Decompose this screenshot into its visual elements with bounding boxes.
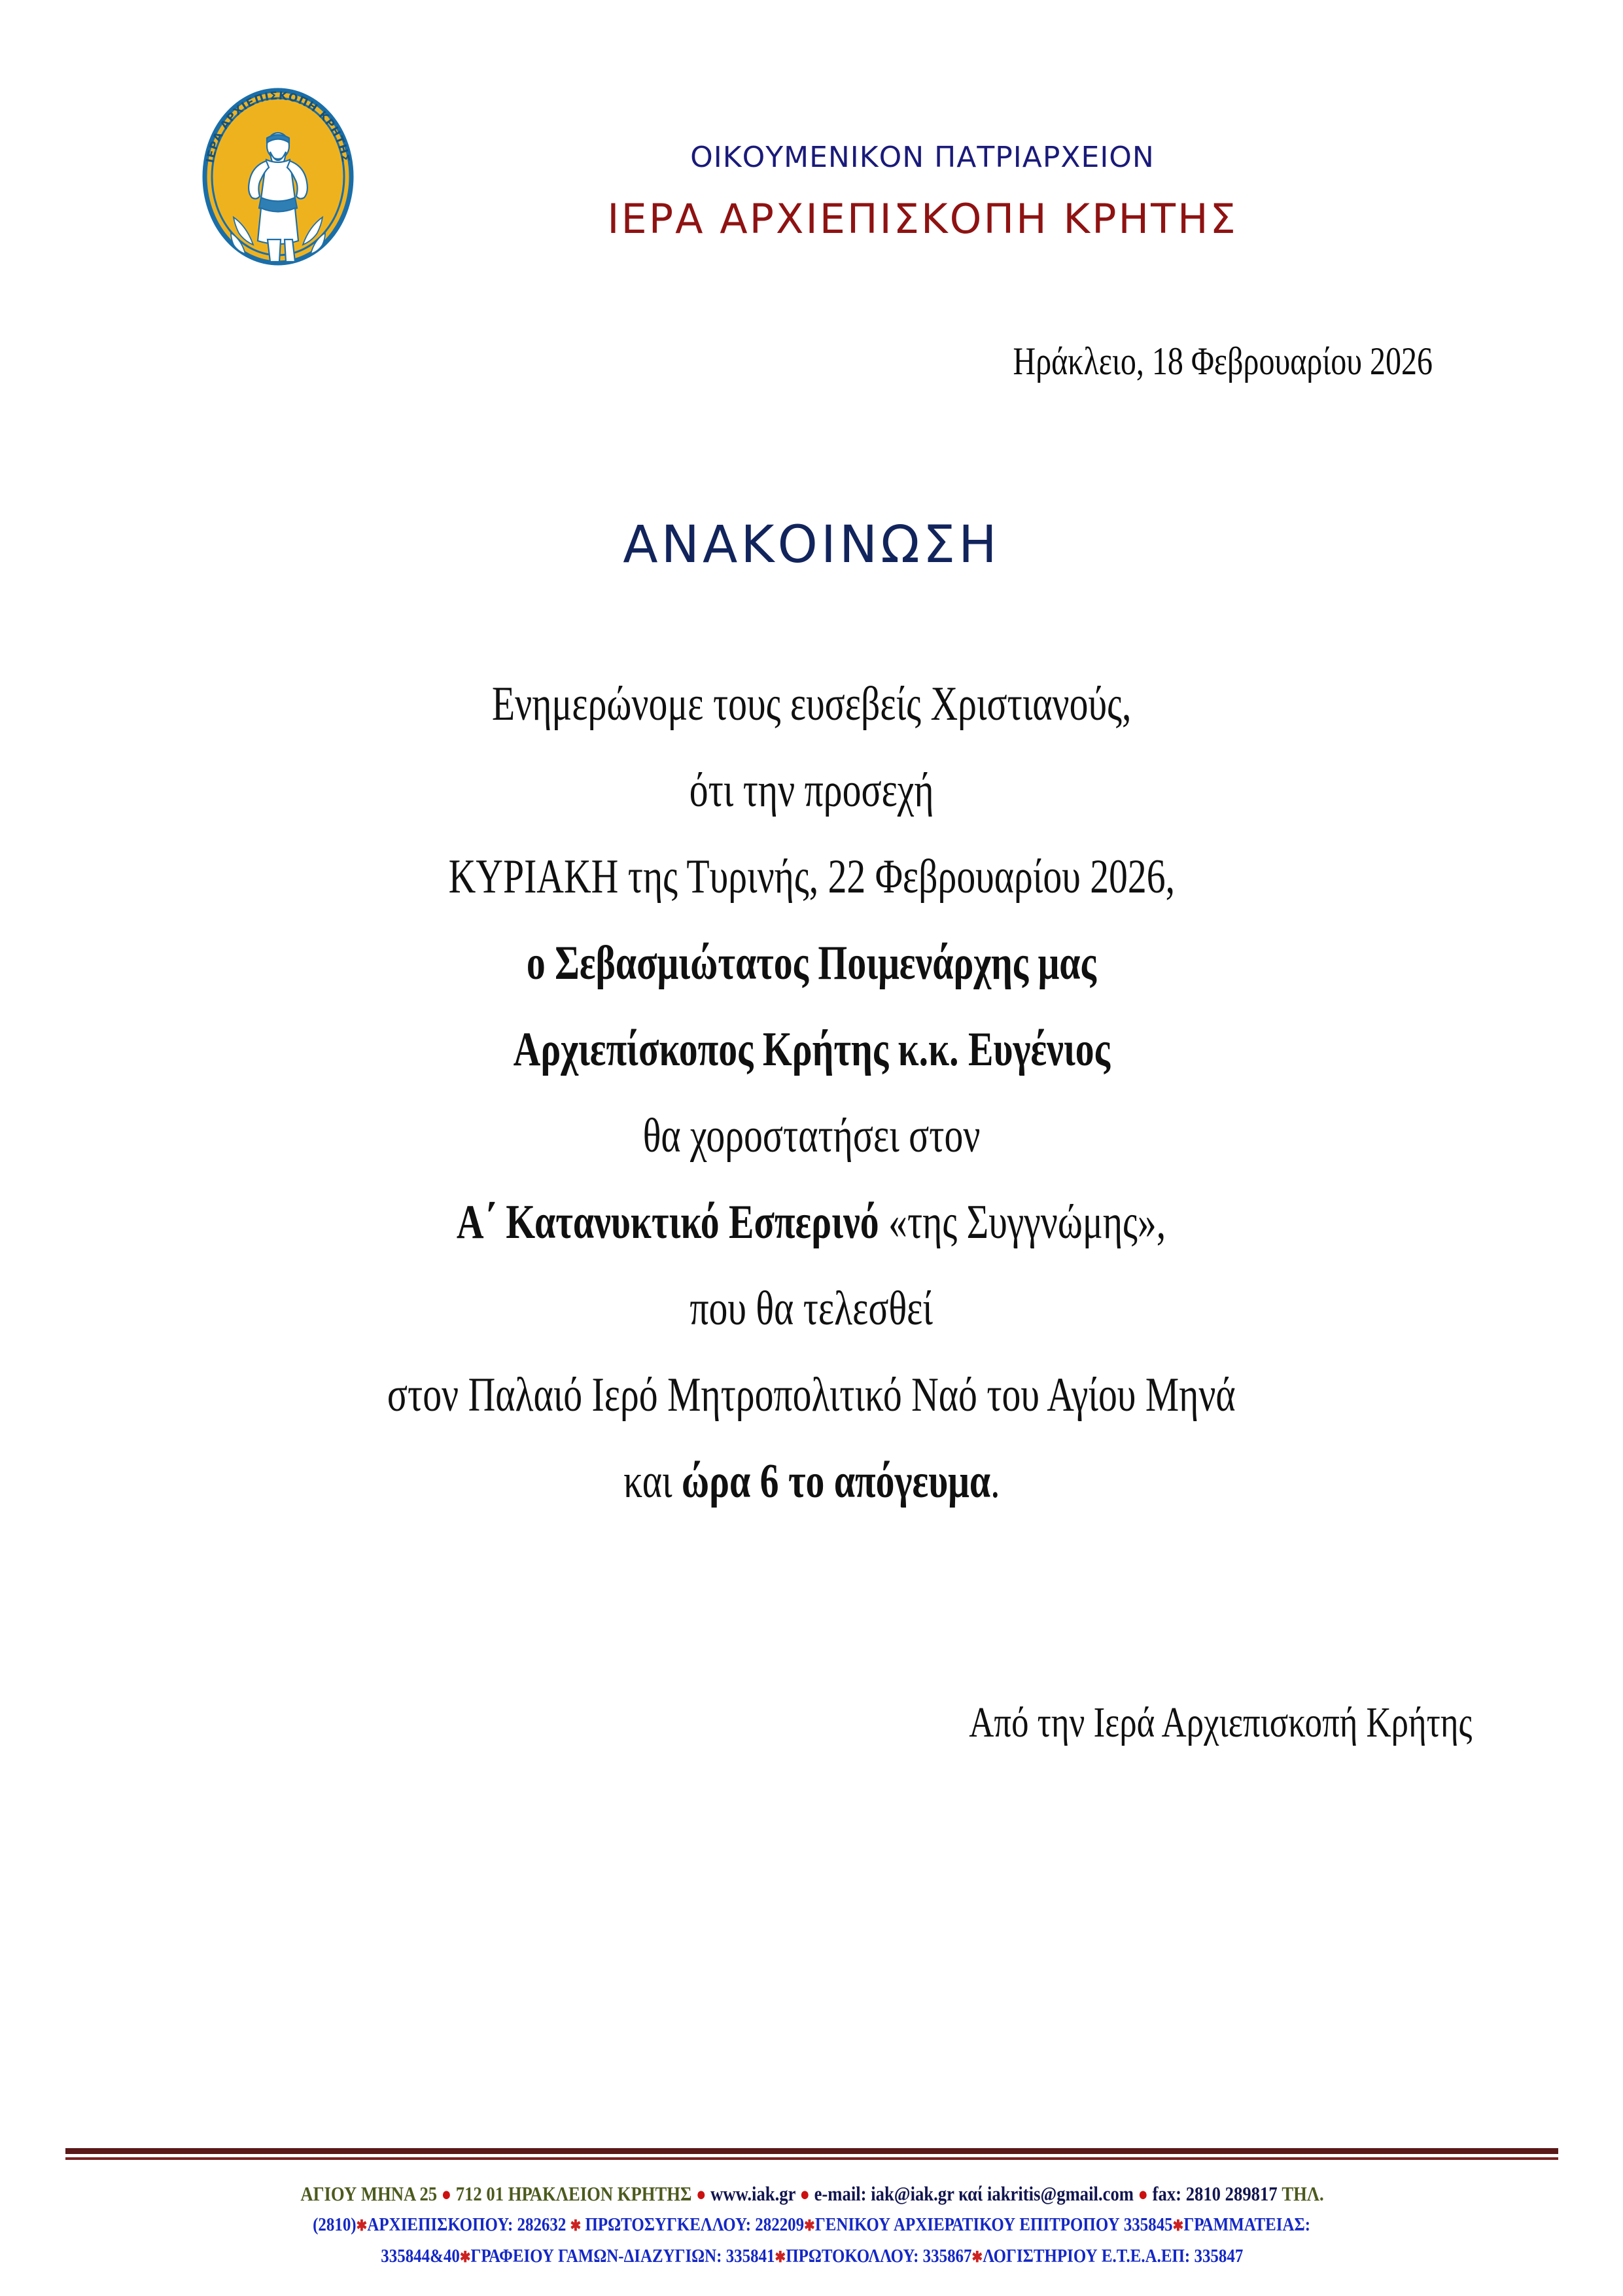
footer-rule-thick bbox=[65, 2148, 1558, 2154]
footer-website-link[interactable]: www.iak.gr bbox=[710, 2182, 795, 2205]
footer-email-secondary[interactable]: iakritis@gmail.com bbox=[986, 2182, 1134, 2205]
date-line bbox=[287, 339, 1433, 384]
footer-area-code: (2810) bbox=[313, 2214, 357, 2235]
footer-postal-city: 712 01 ΗΡΑΚΛΕΙΟΝ ΚΡΗΤΗΣ bbox=[455, 2182, 691, 2205]
footer-email-primary[interactable]: e-mail: iak@iak.gr bbox=[814, 2182, 954, 2205]
document-header bbox=[0, 72, 1623, 275]
bullet-icon: ● bbox=[695, 2184, 706, 2205]
small-bullet-icon: ✱ bbox=[357, 2217, 368, 2234]
body-line-3: ΚΥΡΙΑΚΗ της Τυρινής, 22 Φεβρουαρίου 2026, bbox=[448, 850, 1175, 904]
body-line-10 bbox=[0, 1438, 1623, 1525]
small-bullet-icon: ✱ bbox=[570, 2217, 582, 2234]
body-line-1: Ενημερώνομε τους ευσεβείς Χριστιανούς, bbox=[491, 677, 1132, 731]
footer-line-1 bbox=[65, 2179, 1558, 2210]
small-bullet-icon: ✱ bbox=[1173, 2217, 1184, 2234]
footer-line-2 bbox=[65, 2210, 1558, 2241]
body-line-5: Αρχιεπίσκοπος Κρήτης κ.κ. Ευγένιος bbox=[513, 1023, 1110, 1076]
bullet-icon: ● bbox=[799, 2184, 810, 2205]
small-bullet-icon: ✱ bbox=[775, 2249, 786, 2266]
footer-rule-thin bbox=[65, 2157, 1558, 2160]
bullet-icon: ● bbox=[1138, 2184, 1148, 2205]
small-bullet-icon: ✱ bbox=[459, 2249, 471, 2266]
patriarchate-line: ΟΙΚΟΥΜΕΝΙΚΟΝ ΠΑΤΡΙΑΡΧΕΙΟΝ bbox=[690, 141, 1155, 174]
footer-divider bbox=[65, 2148, 1558, 2160]
footer-phone-accounting: ΛΟΓΙΣΤΗΡΙΟΥ Ε.Τ.Ε.Α.ΕΠ: 335847 bbox=[982, 2246, 1244, 2267]
bullet-icon: ● bbox=[441, 2184, 451, 2205]
footer-phone-archbishop: ΑΡΧΙΕΠΙΣΚΟΠΟΥ: 282632 bbox=[367, 2214, 567, 2235]
header-titles bbox=[366, 72, 1478, 243]
body-line-9: στον Παλαιό Ιερό Μητροπολιτικό Ναό του Αγίου Μηνά bbox=[387, 1368, 1236, 1422]
body-line-8: που θα τελεσθεί bbox=[689, 1282, 934, 1335]
footer-email-conjunction: καί bbox=[958, 2182, 983, 2205]
page-title: ΑΝΑΚΟΙΝΩΣΗ bbox=[623, 516, 1000, 574]
footer-line-3 bbox=[65, 2241, 1558, 2272]
time-suffix: . bbox=[990, 1455, 1000, 1508]
time-prefix: και bbox=[623, 1455, 682, 1508]
signature-line bbox=[0, 1698, 1472, 1748]
footer-address: ΑΓΙΟΥ ΜΗΝΑ 25 bbox=[300, 2182, 437, 2205]
event-time: ώρα 6 το απόγευμα bbox=[681, 1455, 990, 1508]
body-line-6: θα χοροστατήσει στον bbox=[642, 1109, 981, 1163]
footer-phone-marriage-office: ΓΡΑΦΕΙΟΥ ΓΑΜΩΝ-ΔΙΑΖΥΓΙΩΝ: 335841 bbox=[470, 2246, 775, 2267]
vespers-title: Α΄ Κατανυκτικό Εσπερινό bbox=[457, 1195, 880, 1249]
footer-phone-protocol: ΠΡΩΤΟΚΟΛΛΟΥ: 335867 bbox=[785, 2246, 972, 2267]
footer-fax: fax: 2810 289817 bbox=[1152, 2182, 1278, 2205]
svg-text:ΙΕΡΑ ΑΡΧΙΕΠΙΣΚΟΠΗ ΚΡΗΤΗΣ: ΙΕΡΑ ΑΡΧΙΕΠΙΣΚΟΠΗ ΚΡΗΤΗΣ bbox=[203, 89, 353, 164]
vespers-subtitle: «της Συγγνώμης», bbox=[888, 1195, 1166, 1249]
seal-icon bbox=[193, 79, 363, 268]
body-line-2: ότι την προσεχή bbox=[689, 764, 934, 817]
small-bullet-icon: ✱ bbox=[804, 2217, 816, 2234]
announcement-body bbox=[0, 661, 1623, 1525]
footer-phone-protosyngelos: ΠΡΩΤΟΣΥΓΚΕΛΛΟΥ: 282209 bbox=[585, 2214, 805, 2235]
archdiocese-line: ΙΕΡΑ ΑΡΧΙΕΠΙΣΚΟΠΗ ΚΡΗΤΗΣ bbox=[607, 195, 1238, 243]
body-line-4: ο Σεβασμιώτατος Ποιμενάρχης μας bbox=[526, 936, 1097, 990]
footer-phone-general-vicar: ΓΕΝΙΚΟΥ ΑΡΧΙΕΡΑΤΙΚΟΥ ΕΠΙΤΡΟΠΟΥ 335845 bbox=[815, 2214, 1174, 2235]
small-bullet-icon: ✱ bbox=[971, 2249, 983, 2266]
document-footer bbox=[65, 2179, 1558, 2272]
footer-phone-secretariat: 335844&40 bbox=[380, 2246, 460, 2267]
footer-tel-label: ΤΗΛ. bbox=[1281, 2182, 1324, 2205]
footer-phone-secretariat-label: ΓΡΑΜΜΑΤΕΙΑΣ: bbox=[1183, 2214, 1311, 2235]
signature-text: Από την Ιερά Αρχιεπισκοπή Κρήτης bbox=[968, 1699, 1472, 1746]
date-text: Ηράκλειο, 18 Φεβρουαρίου 2026 bbox=[1013, 340, 1433, 383]
archdiocese-seal-logo bbox=[193, 79, 363, 268]
body-line-7 bbox=[0, 1179, 1623, 1265]
